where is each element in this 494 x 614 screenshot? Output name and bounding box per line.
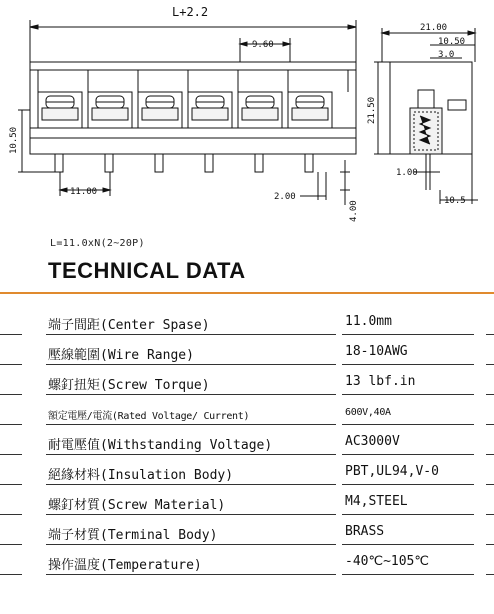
row-divider [486,334,494,335]
row-divider [342,364,474,365]
wire-clamp [192,108,228,120]
row-divider [342,514,474,515]
section-title: TECHNICAL DATA [48,258,246,283]
row-divider [46,544,336,545]
spec-label: 耐電壓值(Withstanding Voltage) [48,438,273,453]
row-divider [0,544,22,545]
spec-value: 18-10AWG [345,344,408,359]
wire-clamp [142,108,178,120]
spec-row [0,552,494,576]
spec-row [0,462,494,486]
dim-clearance: 3.0 [438,50,455,60]
dim-height: 21.50 [367,96,377,124]
row-divider [46,514,336,515]
wire-clamp [292,108,328,120]
row-divider [486,394,494,395]
spec-label: 壓線範圍(Wire Range) [48,348,194,363]
row-divider [342,334,474,335]
spec-value: AC3000V [345,434,400,449]
row-divider [486,484,494,485]
terminal-pin [305,154,313,172]
spec-label: 端子材質(Terminal Body) [48,528,218,543]
spec-value: 13 lbf.in [345,374,416,389]
row-divider [0,394,22,395]
row-divider [486,454,494,455]
spec-row [0,402,494,426]
wire-clamp [242,108,278,120]
row-divider [46,394,336,395]
row-divider [0,334,22,335]
row-divider [46,574,336,575]
dim-depth-upper: 10.50 [438,37,466,47]
row-divider [342,544,474,545]
technical-drawing [0,0,494,230]
row-divider [342,424,474,425]
dim-pitch: 9.60 [252,40,274,50]
dim-pin-offset: 2.00 [274,192,296,202]
dim-side-bottom: 10.5 [444,196,466,206]
dim-pin-thickness: 1.00 [396,168,418,178]
row-divider [486,424,494,425]
row-divider [46,454,336,455]
spec-value: PBT,UL94,V-0 [345,464,439,479]
spec-row [0,342,494,366]
row-divider [46,364,336,365]
row-divider [342,574,474,575]
spec-label: 螺釘扭矩(Screw Torque) [48,378,210,393]
spec-value: BRASS [345,524,385,539]
length-formula: L=11.0xN(2~20P) [50,238,145,249]
spec-label: 絕緣材料(Insulation Body) [48,468,234,483]
row-divider [0,574,22,575]
spec-value: M4,STEEL [345,494,408,509]
spec-label: 螺釘材質(Screw Material) [48,498,226,513]
spec-label: 端子間距(Center Spase) [48,318,210,333]
terminal-pin [255,154,263,172]
spec-row [0,372,494,396]
title-divider [0,292,494,294]
row-divider [342,394,474,395]
spec-label: 額定電壓/電流(Rated Voltage/ Current) [48,411,250,422]
side-view [374,28,478,204]
spec-value: -40℃~105℃ [345,554,429,569]
terminal-slots [38,70,348,172]
terminal-pin [155,154,163,172]
wire-clamp [42,108,78,120]
spec-value: 600V,40A [345,407,391,418]
spec-row [0,432,494,456]
row-divider [0,424,22,425]
row-divider [486,364,494,365]
terminal-pin [55,154,63,172]
row-divider [0,484,22,485]
dim-pin-pitch: 11.00 [70,187,98,197]
dim-total-length: L+2.2 [172,5,209,19]
row-divider [486,514,494,515]
row-divider [46,484,336,485]
spec-row [0,492,494,516]
row-divider [486,544,494,545]
row-divider [342,454,474,455]
row-divider [46,424,336,425]
row-divider [0,364,22,365]
terminal-pin [105,154,113,172]
row-divider [486,574,494,575]
terminal-pin [205,154,213,172]
wire-clamp [92,108,128,120]
row-divider [46,334,336,335]
dim-width: 21.00 [420,23,448,33]
dim-pin-length: 4.00 [349,200,359,222]
spec-row [0,312,494,336]
dim-pin-height: 10.50 [9,126,19,154]
spec-label: 操作溫度(Temperature) [48,558,202,573]
spec-value: 11.0mm [345,314,392,329]
row-divider [0,454,22,455]
spec-row [0,522,494,546]
row-divider [0,514,22,515]
row-divider [342,484,474,485]
